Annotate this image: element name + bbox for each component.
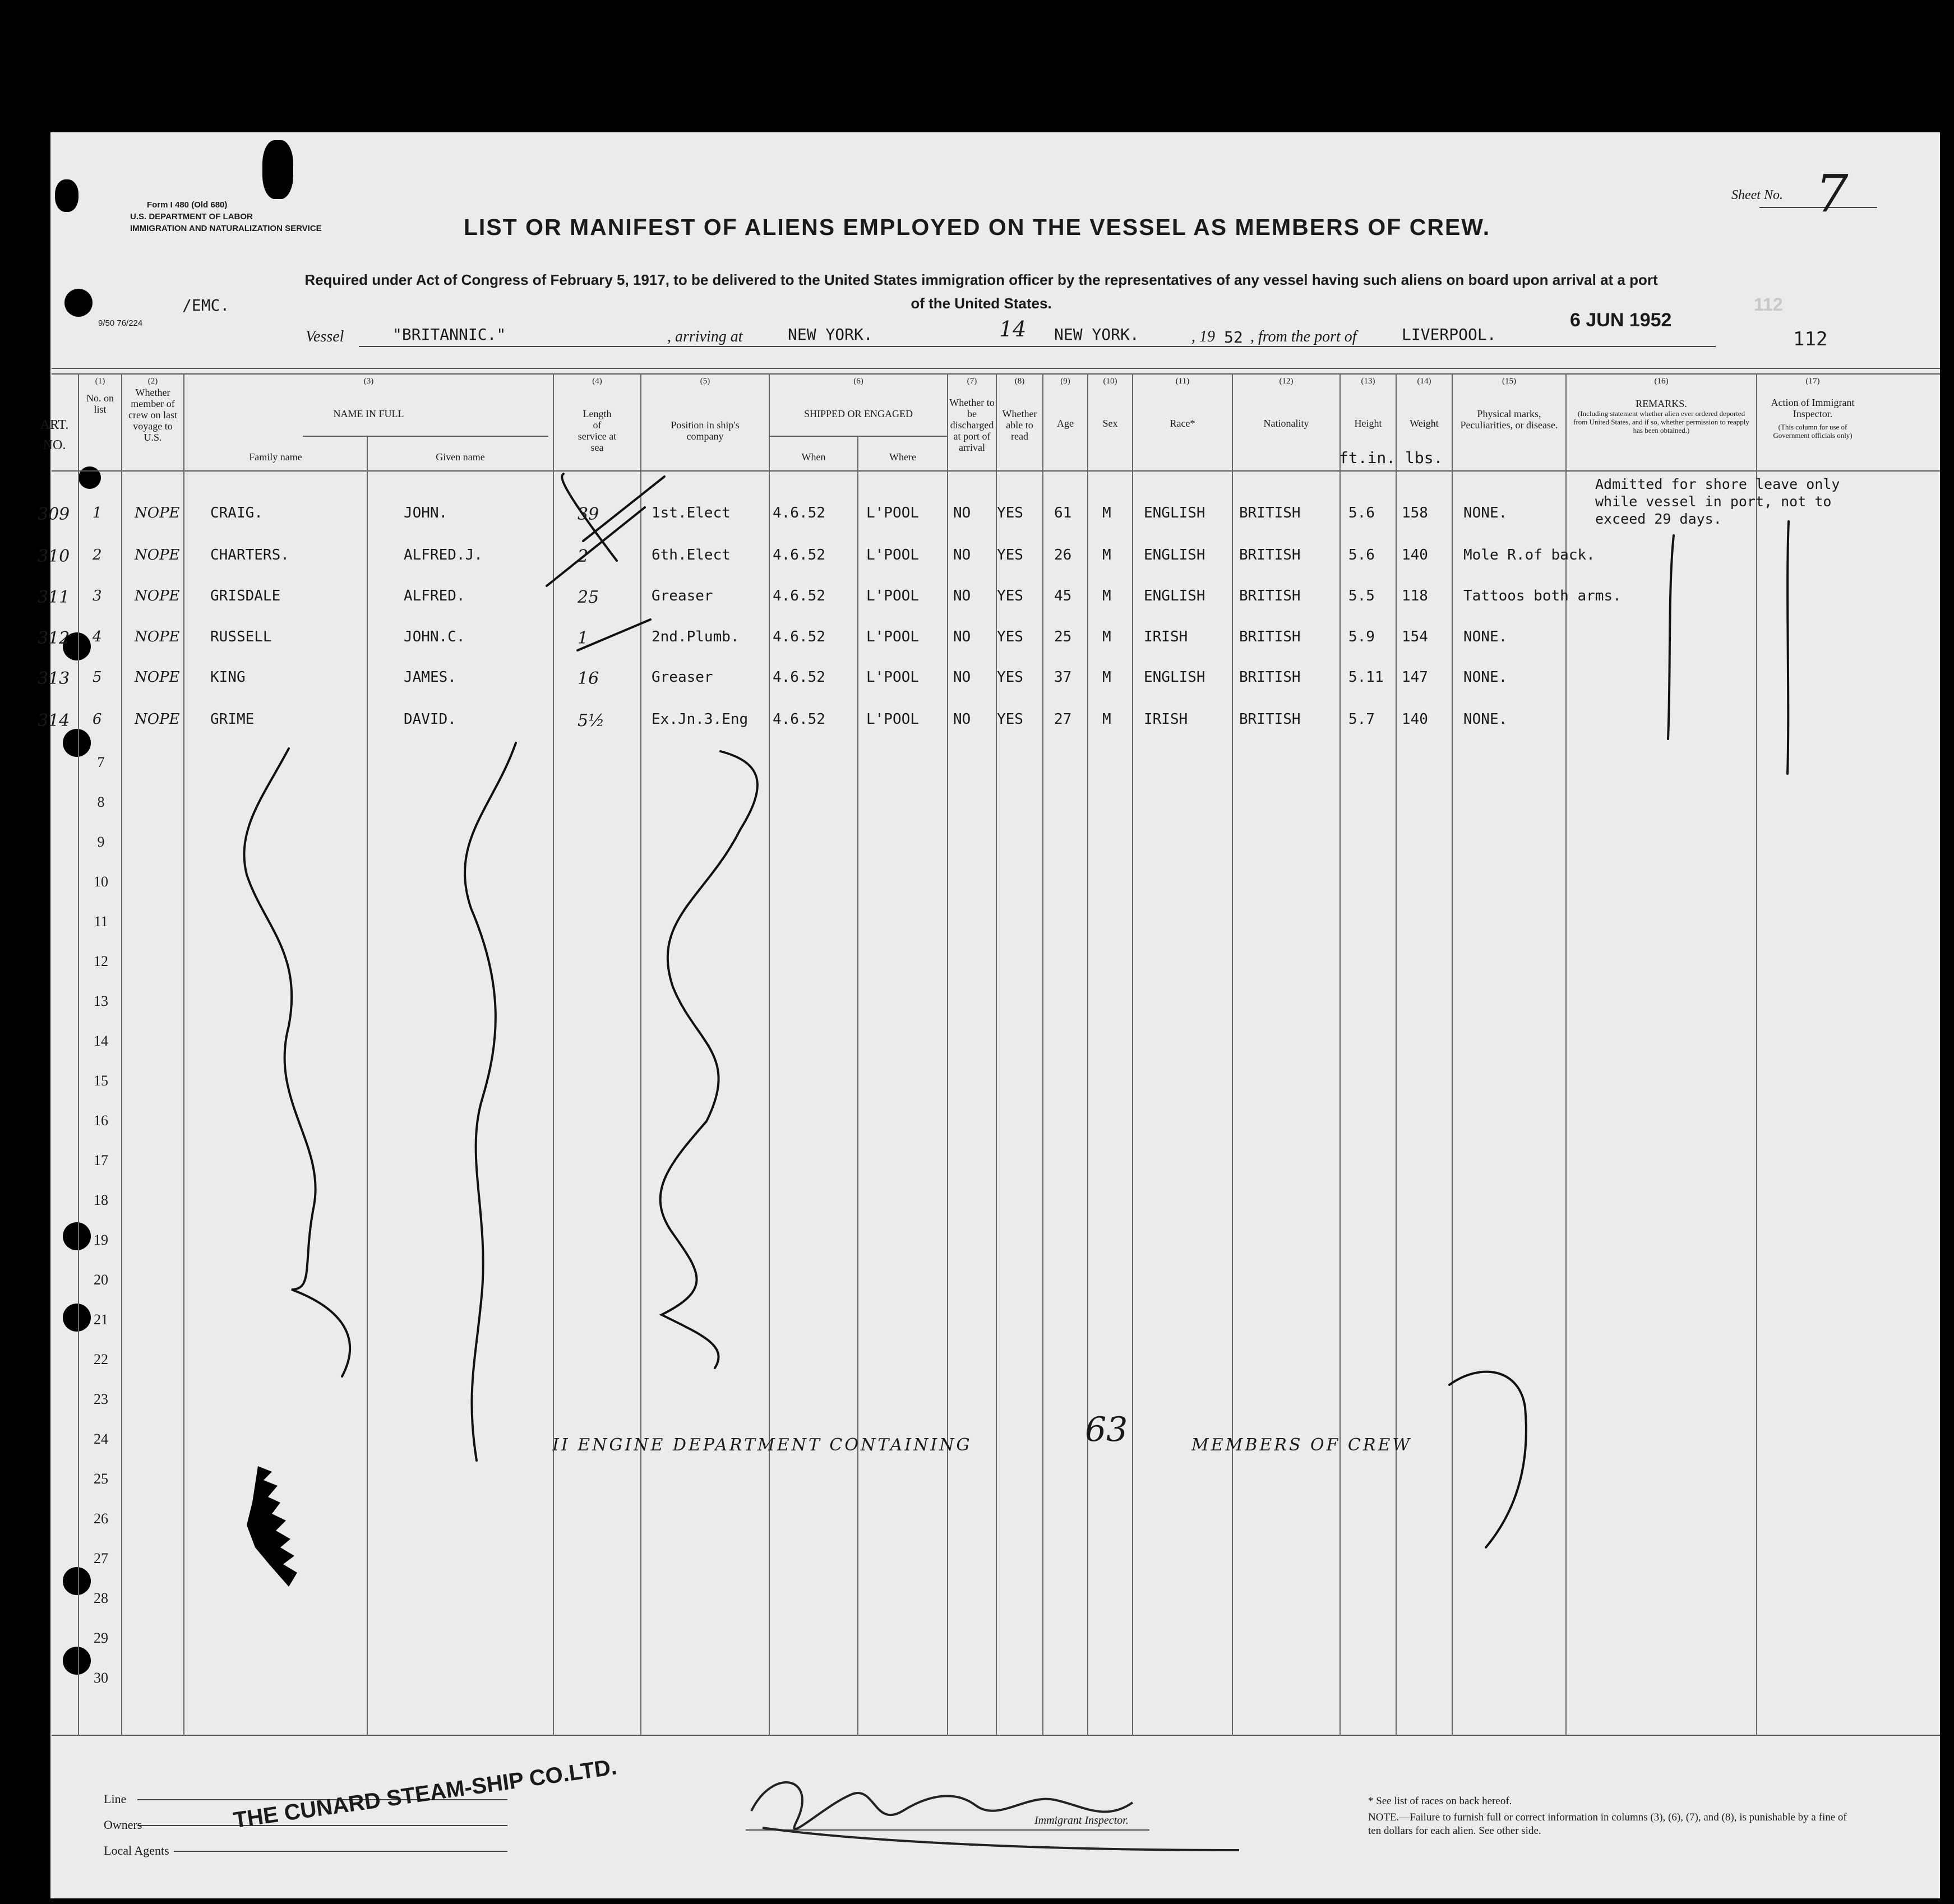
cell-height: 5.11: [1348, 669, 1384, 686]
cell-height: 5.5: [1348, 588, 1375, 604]
inspector-signature: [751, 1782, 1239, 1850]
line-number: 11: [94, 913, 108, 930]
cell-able-to-read: YES: [997, 628, 1023, 645]
cell-age: 27: [1054, 711, 1072, 728]
cell-list-number: 1: [93, 505, 102, 521]
line-number: 15: [94, 1073, 108, 1089]
line-number: 25: [94, 1471, 108, 1487]
sheet-label: Sheet No.: [1731, 188, 1783, 202]
date-stamp: 6 JUN 1952: [1570, 309, 1672, 331]
vessel-label: Vessel: [306, 328, 344, 345]
col-16-header: REMARKS.: [1636, 398, 1687, 409]
cell-shipped-where: L'POOL: [866, 505, 919, 521]
cell-shipped-when: 4.6.52: [773, 588, 825, 604]
cell-last-voyage: NOPE: [135, 711, 180, 728]
cell-service-length: 25: [578, 588, 599, 607]
cell-given-name: JAMES.: [404, 669, 456, 686]
col-6-number: (6): [853, 377, 863, 386]
cell-shipped-when: 4.6.52: [773, 505, 825, 521]
cell-weight: 158: [1402, 505, 1428, 521]
col-17-number: (17): [1805, 377, 1820, 386]
line-number: 7: [97, 754, 105, 770]
cell-discharged: NO: [953, 505, 971, 521]
col-2-number: (2): [147, 377, 158, 386]
col-3-number: (3): [363, 377, 374, 386]
cell-height: 5.6: [1348, 547, 1375, 563]
cell-art-number: 311: [38, 588, 70, 607]
cell-discharged: NO: [953, 669, 971, 686]
cell-art-number: 312: [38, 628, 70, 648]
col-16-number: (16): [1654, 377, 1669, 386]
line-number: 18: [94, 1192, 108, 1208]
inspector-label: Immigrant Inspector.: [1034, 1814, 1129, 1827]
cell-physical-marks: NONE.: [1463, 505, 1508, 521]
line-number: 10: [94, 874, 108, 890]
cell-list-number: 4: [93, 628, 102, 645]
line-number: 12: [94, 953, 108, 969]
summary-suffix: MEMBERS OF CREW: [1191, 1435, 1412, 1455]
cell-weight: 140: [1402, 547, 1428, 563]
cell-service-length: 1: [578, 628, 589, 648]
col-4-header: Length of service at sea: [578, 408, 617, 453]
cell-nationality: BRITISH: [1239, 711, 1301, 728]
cell-service-length: 16: [578, 669, 599, 688]
cell-list-number: 6: [93, 711, 102, 728]
cell-shipped-when: 4.6.52: [773, 547, 825, 563]
cell-age: 25: [1054, 628, 1072, 645]
cell-weight: 147: [1402, 669, 1428, 686]
line-number: 22: [94, 1351, 108, 1367]
col-8-number: (8): [1014, 377, 1025, 386]
owners-label: Owners: [104, 1818, 142, 1832]
summary-count: 63: [1085, 1410, 1128, 1449]
cell-art-number: 309: [38, 505, 70, 524]
cell-position: 6th.Elect: [652, 547, 731, 563]
cell-age: 61: [1054, 505, 1072, 521]
agents-label: Local Agents: [104, 1843, 169, 1857]
col-6-header: SHIPPED OR ENGAGED: [803, 408, 913, 419]
cell-nationality: BRITISH: [1239, 547, 1301, 563]
col-14-header: Weight: [1410, 418, 1439, 429]
cell-position: Greaser: [652, 669, 713, 686]
col-3b-header: Given name: [436, 451, 485, 463]
col-14-number: (14): [1417, 377, 1431, 386]
cell-height: 5.9: [1348, 628, 1375, 645]
departure-port: LIVERPOOL.: [1402, 325, 1496, 344]
col-16-note: (Including statement whether alien ever ordered deported from United States, and if so, whether permission to reapply has been obtained.): [1573, 409, 1749, 435]
sheet-number: 7: [1816, 164, 1849, 224]
cell-art-number: 313: [38, 669, 70, 688]
cell-discharged: NO: [953, 628, 971, 645]
cell-sex: M: [1102, 505, 1111, 521]
cell-sex: M: [1102, 628, 1111, 645]
col-3a-header: Family name: [249, 451, 302, 463]
cell-physical-marks: Mole R.of back.: [1463, 547, 1595, 563]
line-number: 9: [97, 834, 105, 850]
col-6b-header: Where: [889, 451, 916, 463]
col-13-header: Height: [1354, 418, 1382, 429]
cell-shipped-where: L'POOL: [866, 547, 919, 563]
cell-shipped-when: 4.6.52: [773, 669, 825, 686]
cell-physical-marks: NONE.: [1463, 711, 1508, 728]
line-number: 23: [94, 1391, 108, 1407]
cell-discharged: NO: [953, 547, 971, 563]
arrival-day: 14: [999, 317, 1027, 341]
remarks-text: Admitted for shore leave only while vessel in port, not to exceed 29 days.: [1595, 476, 1840, 527]
cell-position: 2nd.Plumb.: [652, 628, 740, 645]
cell-able-to-read: YES: [997, 547, 1023, 563]
cell-nationality: BRITISH: [1239, 628, 1301, 645]
cell-last-voyage: NOPE: [135, 669, 180, 686]
cell-race: IRISH: [1144, 628, 1188, 645]
footnote-races: * See list of races on back hereof.: [1368, 1795, 1512, 1807]
cell-weight: 154: [1402, 628, 1428, 645]
cell-last-voyage: NOPE: [135, 547, 180, 563]
line-number: 30: [94, 1670, 108, 1686]
vessel-name: "BRITANNIC.": [392, 325, 506, 344]
cell-shipped-when: 4.6.52: [773, 628, 825, 645]
height-weight-units: ft.in. lbs.: [1339, 449, 1443, 467]
col-11-number: (11): [1175, 377, 1190, 386]
col-17-note: (This column for use of Government officials only): [1773, 423, 1853, 440]
cell-sex: M: [1102, 588, 1111, 604]
col-7-header: Whether to be discharged at port of arrival: [949, 397, 995, 453]
department: U.S. DEPARTMENT OF LABOR: [130, 212, 253, 221]
cell-sex: M: [1102, 711, 1111, 728]
tear-mark: [247, 1466, 297, 1587]
cell-shipped-when: 4.6.52: [773, 711, 825, 728]
cell-position: Greaser: [652, 588, 713, 604]
col-15-header: Physical marks, Peculiarities, or disease.: [1460, 408, 1558, 431]
cell-family-name: CHARTERS.: [210, 547, 289, 563]
col-15-number: (15): [1502, 377, 1516, 386]
cell-given-name: JOHN.C.: [404, 628, 465, 645]
cell-discharged: NO: [953, 588, 971, 604]
cell-shipped-where: L'POOL: [866, 669, 919, 686]
col-12-number: (12): [1279, 377, 1294, 386]
cell-service-length: 2: [578, 547, 589, 566]
cell-position: Ex.Jn.3.Eng: [652, 711, 749, 728]
page-number-faint: 112: [1754, 294, 1783, 315]
line-number: 29: [94, 1630, 108, 1646]
line-number: 26: [94, 1510, 108, 1527]
print-code: 9/50 76/224: [98, 318, 143, 328]
page-subtitle: Required under Act of Congress of February 5, 1917, to be delivered to the United States immigration officer by the representatives of any vessel having such aliens on board upon arrival at a port of the United States.: [304, 271, 1658, 312]
col-12-header: Nationality: [1263, 418, 1309, 429]
summary-prefix: II ENGINE DEPARTMENT CONTAINING: [552, 1435, 972, 1455]
col-9-number: (9): [1060, 377, 1070, 386]
cell-family-name: KING: [210, 669, 246, 686]
cell-list-number: 5: [93, 669, 102, 686]
col-3-header: NAME IN FULL: [333, 408, 404, 419]
col-9-header: Age: [1057, 418, 1074, 429]
footnote-penalty: NOTE.—Failure to furnish full or correct information in columns (3), (6), (7), and (8), is punishable by a fine of ten dollars for each alien. See other side.: [1368, 1811, 1847, 1837]
page-title: LIST OR MANIFEST OF ALIENS EMPLOYED ON THE VESSEL AS MEMBERS OF CREW.: [463, 214, 1491, 240]
cell-race: ENGLISH: [1144, 547, 1205, 563]
cell-age: 45: [1054, 588, 1072, 604]
cell-list-number: 2: [93, 547, 102, 563]
cell-race: ENGLISH: [1144, 505, 1205, 521]
cell-list-number: 3: [93, 588, 102, 604]
line-number: 14: [94, 1033, 108, 1049]
from-port-label: , from the port of: [1250, 328, 1357, 345]
line-number: 8: [97, 794, 105, 810]
arriving-port: NEW YORK.: [788, 325, 873, 344]
cell-shipped-where: L'POOL: [866, 628, 919, 645]
cell-family-name: GRISDALE: [210, 588, 281, 604]
arrival-month: NEW YORK.: [1054, 325, 1139, 344]
cell-sex: M: [1102, 669, 1111, 686]
col-6a-header: When: [801, 451, 826, 463]
line-number: 19: [94, 1232, 108, 1248]
line-label: Line: [104, 1792, 127, 1806]
cell-given-name: JOHN.: [404, 505, 448, 521]
cell-service-length: 5½: [578, 711, 605, 731]
cell-given-name: ALFRED.: [404, 588, 465, 604]
cell-family-name: GRIME: [210, 711, 255, 728]
line-number: 27: [94, 1550, 108, 1566]
cell-age: 37: [1054, 669, 1072, 686]
cell-service-length: 39: [578, 505, 599, 524]
cell-able-to-read: YES: [997, 711, 1023, 728]
cell-art-number: 310: [38, 547, 70, 566]
cell-age: 26: [1054, 547, 1072, 563]
cell-race: IRISH: [1144, 711, 1188, 728]
col-5-number: (5): [700, 377, 710, 386]
cell-weight: 140: [1402, 711, 1428, 728]
emc-code: /EMC.: [182, 296, 230, 315]
service-name: IMMIGRATION AND NATURALIZATION SERVICE: [130, 224, 322, 233]
col-11-header: Race*: [1170, 418, 1195, 429]
col-13-number: (13): [1361, 377, 1375, 386]
cell-able-to-read: YES: [997, 505, 1023, 521]
col-4-number: (4): [592, 377, 602, 386]
cell-last-voyage: NOPE: [135, 628, 180, 645]
cell-height: 5.6: [1348, 505, 1375, 521]
cell-family-name: CRAIG.: [210, 505, 263, 521]
col-1-number: (1): [95, 377, 105, 386]
line-number: 28: [94, 1590, 108, 1606]
cell-able-to-read: YES: [997, 669, 1023, 686]
col-7-number: (7): [967, 377, 977, 386]
arrival-year: 52: [1224, 328, 1243, 346]
page-number: 112: [1793, 328, 1828, 350]
cell-family-name: RUSSELL: [210, 628, 272, 645]
cell-sex: M: [1102, 547, 1111, 563]
cell-art-number: 314: [38, 711, 70, 731]
line-number: 20: [94, 1272, 108, 1288]
line-number: 13: [94, 993, 108, 1009]
col-5-header: Position in ship's company: [671, 419, 740, 442]
col-10-number: (10): [1103, 377, 1117, 386]
cell-nationality: BRITISH: [1239, 669, 1301, 686]
cell-position: 1st.Elect: [652, 505, 731, 521]
arriving-label: , arriving at: [667, 328, 743, 345]
line-number: 16: [94, 1112, 108, 1129]
cell-able-to-read: YES: [997, 588, 1023, 604]
cell-shipped-where: L'POOL: [866, 711, 919, 728]
cell-shipped-where: L'POOL: [866, 588, 919, 604]
cell-weight: 118: [1402, 588, 1428, 604]
col-10-header: Sex: [1102, 418, 1118, 429]
form-number: Form I 480 (Old 680): [147, 200, 228, 210]
year-prefix: , 19: [1191, 328, 1215, 345]
line-number: 21: [94, 1311, 108, 1328]
col-1-header: No. on list: [86, 392, 114, 415]
company-stamp: THE CUNARD STEAM-SHIP CO.LTD.: [232, 1754, 618, 1833]
cell-race: ENGLISH: [1144, 588, 1205, 604]
line-number: 24: [94, 1431, 108, 1447]
col-art-no: ART. NO.: [40, 418, 69, 452]
col-17-header: Action of Immigrant Inspector.: [1771, 397, 1855, 419]
line-number: 17: [94, 1152, 108, 1168]
cell-height: 5.7: [1348, 711, 1375, 728]
cell-physical-marks: Tattoos both arms.: [1463, 588, 1622, 604]
cell-nationality: BRITISH: [1239, 588, 1301, 604]
cell-physical-marks: NONE.: [1463, 628, 1508, 645]
cell-nationality: BRITISH: [1239, 505, 1301, 521]
cell-race: ENGLISH: [1144, 669, 1205, 686]
cell-last-voyage: NOPE: [135, 505, 180, 521]
col-2-header: Whether member of crew on last voyage to U.S.: [128, 387, 177, 443]
cell-physical-marks: NONE.: [1463, 669, 1508, 686]
cell-discharged: NO: [953, 711, 971, 728]
cell-given-name: ALFRED.J.: [404, 547, 483, 563]
cell-given-name: DAVID.: [404, 711, 456, 728]
col-8-header: Whether able to read: [1002, 408, 1037, 442]
cell-last-voyage: NOPE: [135, 588, 180, 604]
